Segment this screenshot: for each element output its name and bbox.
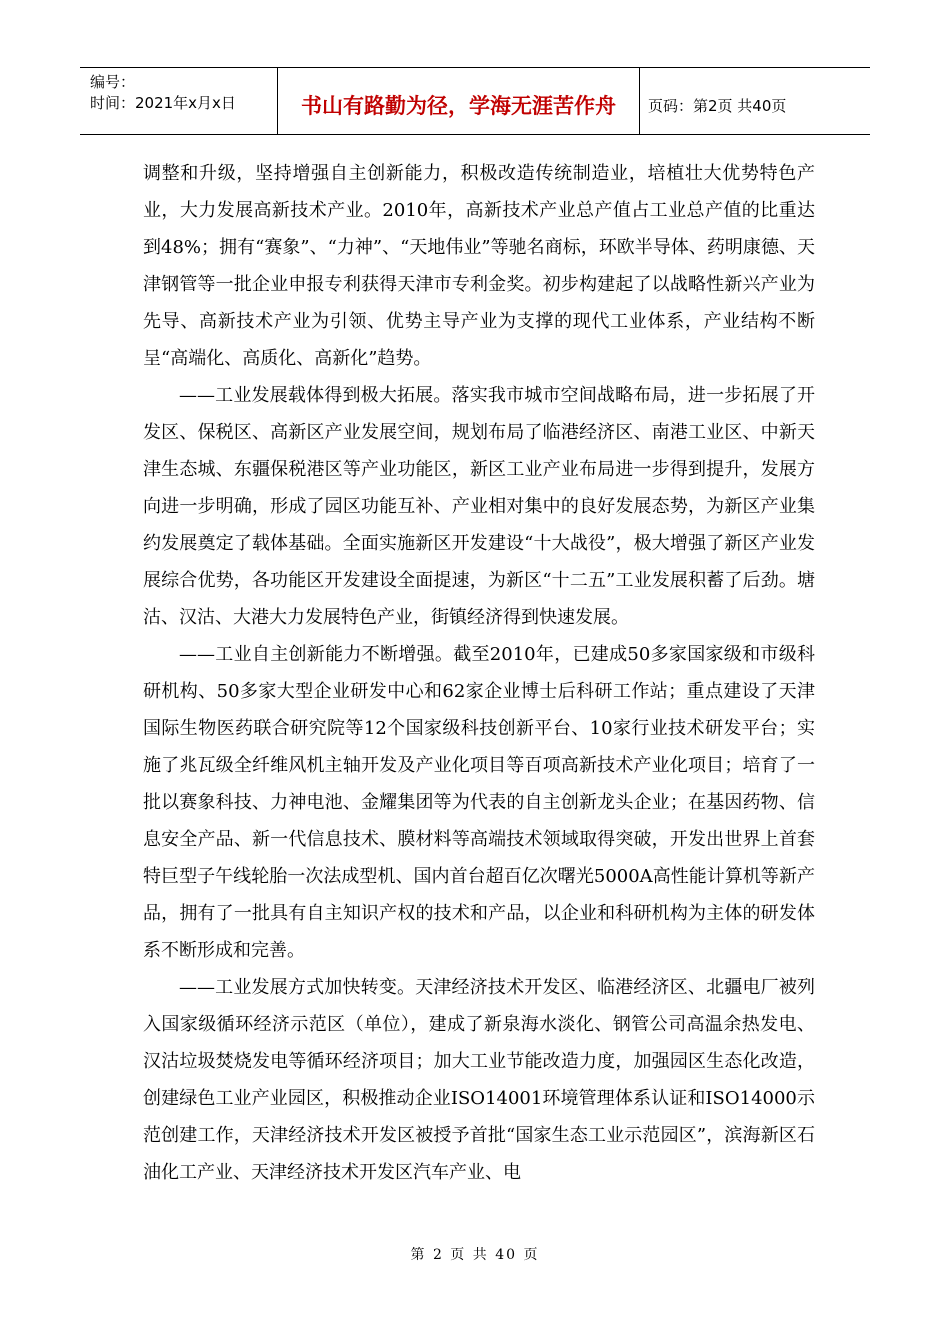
header-page-info: 页码：第2页 共40页 (648, 96, 787, 115)
page-footer: 第 2 页 共 40 页 (410, 1247, 540, 1263)
paragraph-industrial-carrier: ——工业发展载体得到极大拓展。落实我市城市空间战略布局，进一步拓展了开发区、保税区、高新区产业发展空间，规划布局了临港经济区、南港工业区、中新天津生态城、东疆保税港区等产业功能区，新区工业产业布局进一步得到提升，发展方向进一步明确，形成了园区功能互补、产业相对集中的良好发展态势，为新区产业集约发展奠定了载体基础。全面实施新区开发建设“十大战役”，极大增强了新区产业发展综合优势，各功能区开发建设全面提速，为新区“十二五”工业发展积蓄了后劲。塘沽、汉沽、大港大力发展特色产业，街镇经济得到快速发展。 (143, 385, 815, 628)
paragraph-development-mode: ——工业发展方式加快转变。天津经济技术开发区、临港经济区、北疆电厂被列入国家级循环经济示范区（单位），建成了新泉海水淡化、钢管公司高温余热发电、汉沽垃圾焚烧发电等循环经济项目；加大工业节能改造力度，加强园区生态化改造，创建绿色工业产业园区，积极推动企业ISO14001环境管理体系认证和ISO14000示范创建工作，天津经济技术开发区被授予首批“国家生态工业示范园区”，滨海新区石油化工产业、天津经济技术开发区汽车产业、电 (143, 977, 815, 1183)
paragraph-continuation: 调整和升级，坚持增强自主创新能力，积极改造传统制造业，培植壮大优势特色产业，大力发展高新技术产业。2010年，高新技术产业总产值占工业总产值的比重达到48%；拥有“赛象”、“力神”、“天地伟业”等驰名商标，环欧半导体、药明康德、天津钢管等一批企业申报专利获得天津市专利金奖。初步构建起了以战略性新兴产业为先导、高新技术产业为引领、优势主导产业为支撑的现代工业体系，产业结构不断呈“高端化、高质化、高新化”趋势。 (143, 163, 815, 369)
header-motto: 书山有路勤为径，学海无涯苦作舟 (278, 68, 640, 134)
document-body (143, 155, 815, 1191)
header-meta (80, 68, 278, 134)
page-header (80, 67, 870, 135)
paragraph-innovation: ——工业自主创新能力不断增强。截至2010年，已建成50多家国家级和市级科研机构、50多家大型企业研发中心和62家企业博士后科研工作站；重点建设了天津国际生物医药联合研究院等12个国家级科技创新平台、10家行业技术研发平台；实施了兆瓦级全纤维风机主轴开发及产业化项目等百项高新技术产业化项目；培育了一批以赛象科技、力神电池、金耀集团等为代表的自主创新龙头企业；在基因药物、信息安全产品、新一代信息技术、膜材料等高端技术领域取得突破，开发出世界上首套特巨型子午线轮胎一次法成型机、国内首台超百亿次曙光5000A高性能计算机等新产品，拥有了一批具有自主知识产权的技术和产品，以企业和科研机构为主体的研发体系不断形成和完善。 (143, 644, 815, 961)
document-date: 时间：2021年x月x日 (90, 94, 236, 112)
document-number-label: 编号： (90, 73, 136, 91)
